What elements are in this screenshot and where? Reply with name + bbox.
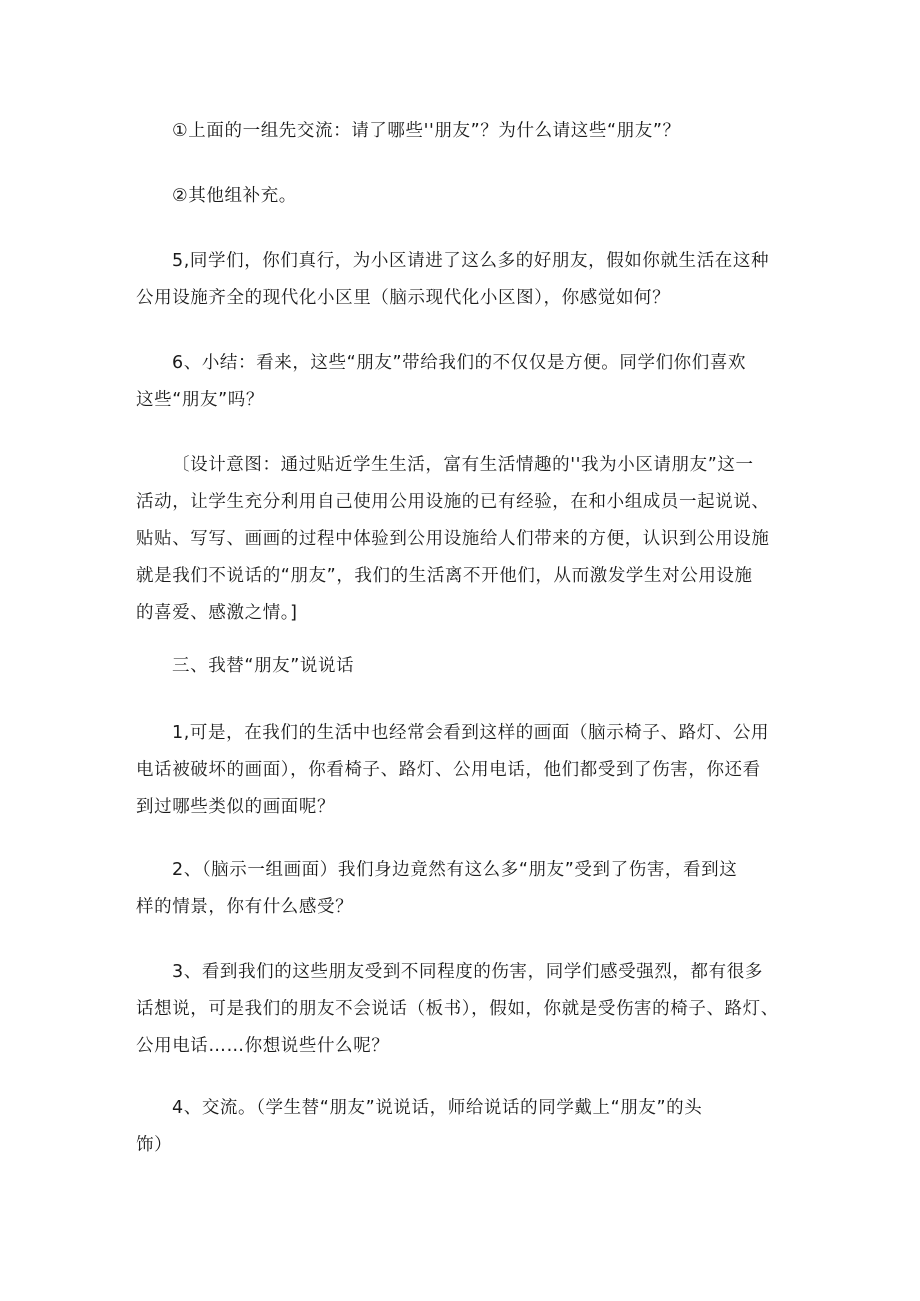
text-line: 6、小结：看来，这些“朋友”带给我们的不仅仅是方便。同学们你们喜欢	[172, 353, 747, 373]
paragraph-group-exchange	[136, 113, 786, 150]
text-line: ②其他组补充。	[172, 186, 297, 206]
paragraph-step-3	[136, 954, 786, 1065]
text-line: 公用电话……你想说些什么呢？	[136, 1036, 390, 1056]
paragraph-other-groups	[136, 178, 786, 215]
text-line: 饰）	[136, 1135, 173, 1155]
text-line: 就是我们不说话的“朋友”，我们的生活离不开他们，从而激发学生对公用设施	[136, 566, 753, 586]
text-line: 这些“朋友”吗？	[136, 390, 264, 410]
text-line: 三、我替“朋友”说说话	[172, 656, 355, 676]
text-line: 公用设施齐全的现代化小区里（脑示现代化小区图），你感觉如何？	[136, 288, 671, 308]
text-line: 电话被破坏的画面），你看椅子、路灯、公用电话，他们都受到了伤害，你还看	[136, 760, 761, 780]
text-line: 5,同学们，你们真行，为小区请进了这么多的好朋友，假如你就生活在这种	[172, 251, 770, 271]
text-line: 2、（脑示一组画面）我们身边竟然有这么多“朋友”受到了伤害，看到这	[172, 860, 738, 880]
text-line: 活动，让学生充分利用自己使用公用设施的已有经验，在和小组成员一起说说、	[136, 492, 770, 512]
text-line: 〔设计意图：通过贴近学生生活，富有生活情趣的''我为小区请朋友”这一	[172, 455, 754, 475]
text-line: 3、看到我们的这些朋友受到不同程度的伤害，同学们感受强烈，都有很多	[172, 962, 763, 982]
text-line: 贴贴、写写、画画的过程中体验到公用设施给人们带来的方便，认识到公用设施	[136, 529, 770, 549]
paragraph-step-1	[136, 715, 786, 826]
paragraph-step-4	[136, 1090, 786, 1164]
paragraph-step-6-summary	[136, 345, 786, 419]
text-line: 到过哪些类似的画面呢？	[136, 797, 336, 817]
section-heading-speak-for-friends	[136, 648, 786, 685]
text-line: 话想说，可是我们的朋友不会说话（板书），假如，你就是受伤害的椅子、路灯、	[136, 999, 779, 1019]
paragraph-step-2	[136, 852, 786, 926]
text-line: 的喜爱、感激之情。]	[136, 603, 298, 623]
text-line: ①上面的一组先交流：请了哪些''朋友”？为什么请这些“朋友”？	[172, 121, 681, 141]
text-line: 1,可是，在我们的生活中也经常会看到这样的画面（脑示椅子、路灯、公用	[172, 723, 770, 743]
text-line: 样的情景，你有什么感受？	[136, 897, 354, 917]
text-line: 4、交流。（学生替“朋友”说说话，师给说话的同学戴上“朋友”的头	[172, 1098, 703, 1118]
paragraph-step-5	[136, 243, 786, 317]
paragraph-design-intent	[136, 447, 786, 632]
